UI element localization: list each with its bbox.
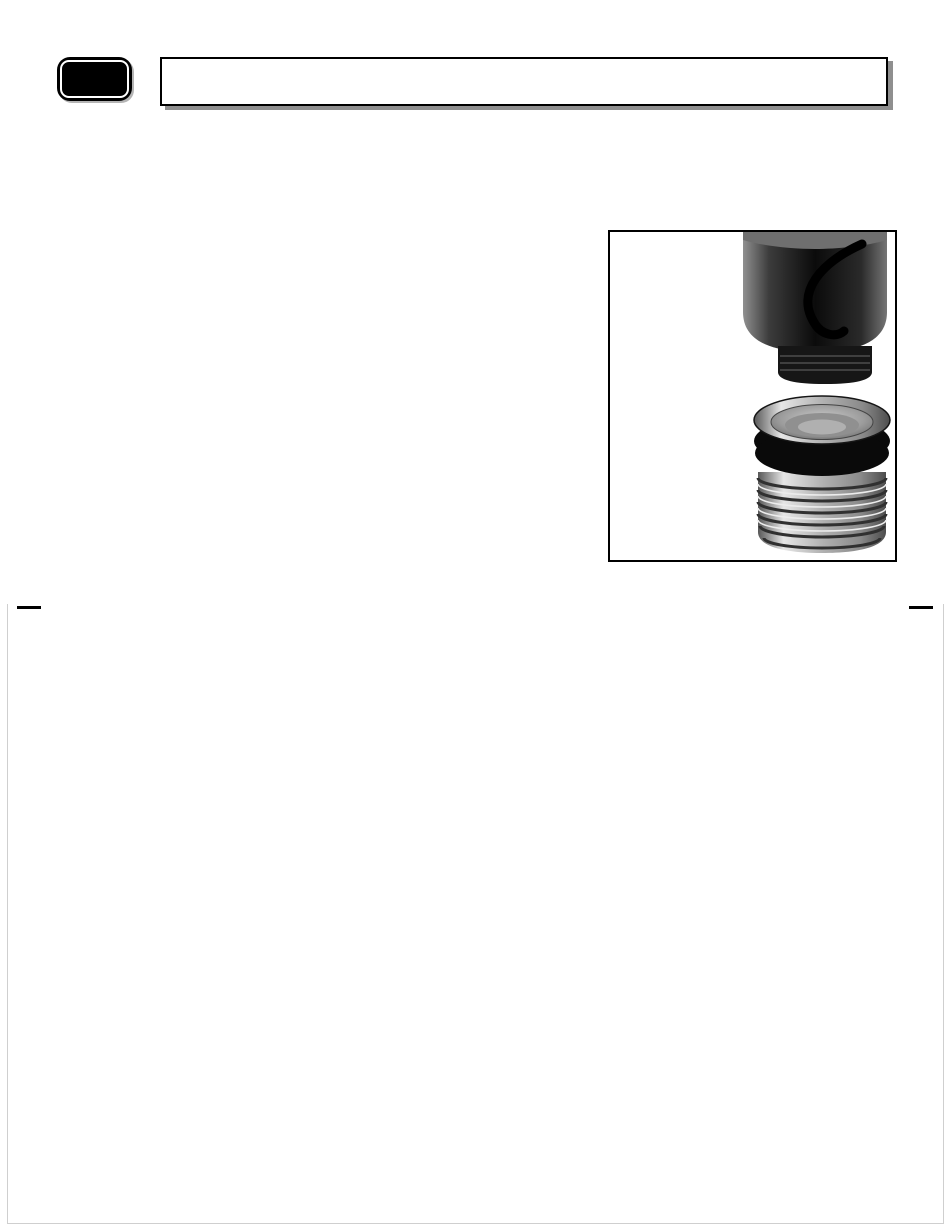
fold-mark-right (909, 606, 933, 609)
sheet-top (0, 0, 950, 604)
label-acme-line-1 (642, 458, 648, 476)
toro-logo (57, 57, 132, 101)
label-acme-thread (642, 458, 648, 476)
sprinkler-figure-box (608, 230, 897, 562)
form-number (878, 565, 894, 580)
footer (57, 565, 894, 580)
fold-mark-left (17, 606, 41, 609)
toro-logo-keyline (60, 60, 129, 98)
sprinkler-illustration (610, 232, 891, 556)
label-sprinkler-body (620, 262, 626, 280)
title-box (160, 57, 888, 106)
instructions-column (57, 223, 602, 230)
label-o-ring (676, 414, 682, 432)
